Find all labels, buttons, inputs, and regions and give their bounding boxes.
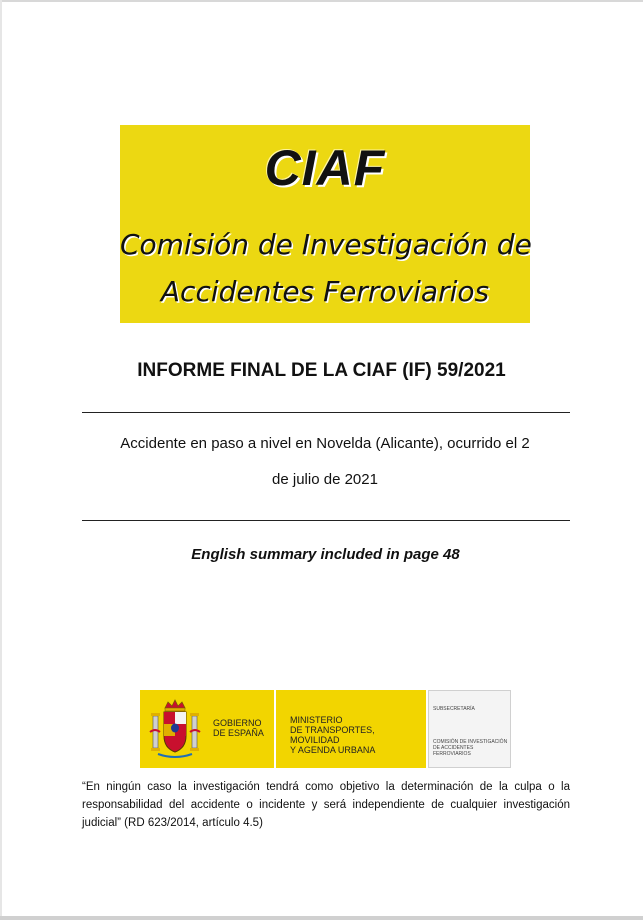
ciaf-acronym: CIAF xyxy=(264,140,386,196)
report-subject-line-1: Accidente en paso a nivel en Novelda (Alicante), ocurrido el 2 xyxy=(120,435,530,452)
ministry-panel xyxy=(276,690,426,768)
subsecretaria-label: SUBSECRETARÍA xyxy=(433,706,475,712)
divider-top xyxy=(82,412,570,413)
ministry-label: MINISTERIO DE TRANSPORTES, MOVILIDAD Y AGENDA URBANA xyxy=(290,715,376,755)
page-border-bottom xyxy=(0,916,643,920)
english-summary-note: English summary included in page 48 xyxy=(191,546,460,563)
commission-label: COMISIÓN DE INVESTIGACIÓN DE ACCIDENTES FERROVIARIOS xyxy=(433,739,508,757)
government-panel xyxy=(140,690,274,768)
page-border-left xyxy=(0,0,2,920)
disclaimer-text: “En ningún caso la investigación tendrá como objetivo la determinación de la culpa o la responsabilidad del accidente o incidente y será independiente de cualquier investigación judicial” (RD 623/2014, artículo 4.5) xyxy=(82,781,570,829)
report-title: INFORME FINAL DE LA CIAF (IF) 59/2021 xyxy=(137,360,506,381)
ciaf-name-line-2: Accidentes Ferroviarios xyxy=(160,275,490,308)
government-label: GOBIERNO DE ESPAÑA xyxy=(213,718,264,738)
ciaf-name-line-1: Comisión de Investigación de xyxy=(120,228,532,261)
government-banner xyxy=(140,690,511,768)
report-subject-line-2: de julio de 2021 xyxy=(272,471,378,488)
divider-bottom xyxy=(82,520,570,521)
page-border-top xyxy=(0,0,643,2)
coat-of-arms-icon xyxy=(148,698,202,760)
subsecretaria-panel xyxy=(428,690,511,768)
ciaf-logo-block xyxy=(120,125,530,323)
